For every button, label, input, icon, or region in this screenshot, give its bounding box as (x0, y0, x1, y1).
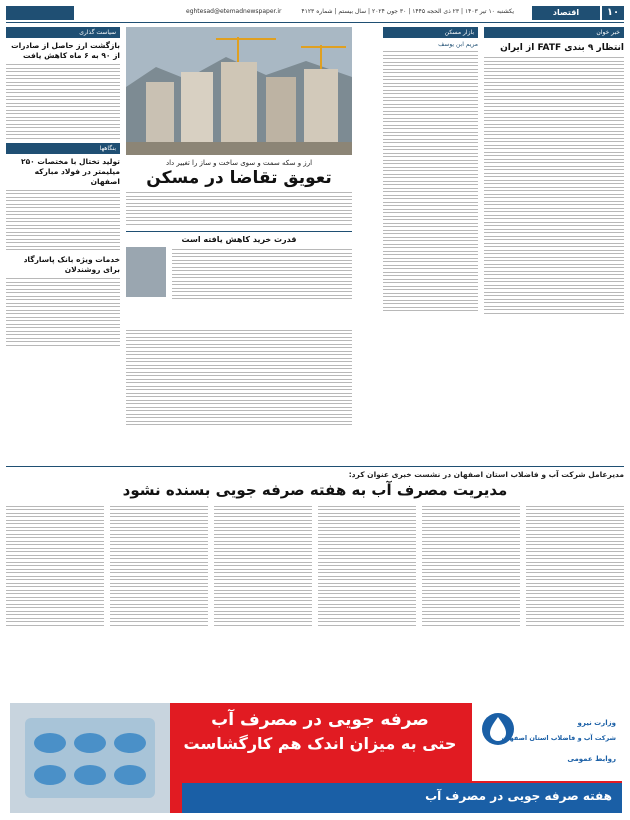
right-column-title: انتظار ۹ بندی FATF از ایران (500, 43, 624, 53)
author-photo (126, 247, 166, 297)
section-divider (6, 466, 624, 467)
page-header (6, 6, 624, 20)
ad-org-2: شرکت آب و فاضلاب استان اصفهان (501, 734, 616, 742)
main-story (126, 27, 352, 462)
left-body-2 (6, 190, 120, 251)
left-column-tag: سیاست گذاری (6, 27, 120, 38)
middle-column-tag: بازار مسکن (383, 27, 478, 38)
ad-bottom-text: هفته صرفه جویی در مصرف آب (425, 789, 612, 803)
ad-bottom-bar (182, 783, 622, 813)
left-headline-1: بازگشت ارز حاصل از صادرات از ۹۰ به ۶ ماه کاهش یافت (11, 41, 120, 60)
ad-logo-box (472, 703, 622, 781)
opinion-title: قدرت خرید کاهش یافته است (181, 234, 297, 244)
water-kicker: مدیرعامل شرکت آب و فاضلاب استان اصفهان در نشست خبری عنوان کرد: (348, 470, 624, 479)
section-label: اقتصاد (532, 6, 600, 20)
left-column (6, 27, 120, 462)
middle-column-body (383, 51, 478, 311)
water-article (6, 470, 624, 698)
left-body-1 (6, 64, 120, 139)
opinion-body (172, 247, 352, 302)
opinion-box (126, 231, 352, 426)
left-body-3 (6, 278, 120, 346)
main-story-body (126, 192, 352, 225)
right-column-body (484, 57, 624, 314)
main-subtitle: ارز و سکه سمت و سوی ساخت و ساز را تغییر داد (165, 159, 313, 167)
right-column-tag: خبر خوان (484, 27, 624, 38)
header-rule (6, 22, 624, 23)
right-column (484, 27, 624, 462)
byline: مریم ابن یوسف (438, 41, 478, 48)
left-headline-2: تولید تختال با مختصات ۲۵۰ میلیمتر در فولاد مبارکه اصفهان (21, 156, 120, 186)
ad-headline-2: حتی به میزان اندک هم کارگشاست (183, 734, 457, 753)
ad-headline-1: صرفه جویی در مصرف آب (211, 710, 429, 730)
ad-org-1: وزارت نیرو (577, 719, 616, 727)
left-column-tag-2: بنگاهها (6, 143, 120, 154)
water-title: مدیریت مصرف آب به هفته صرفه جویی بسنده نشود (122, 481, 508, 499)
logo-bar (6, 6, 74, 20)
water-bottle-image (10, 703, 170, 813)
water-ad (10, 703, 622, 813)
page-number: ۱۰ (602, 6, 624, 20)
construction-photo (126, 27, 352, 155)
issue-info: یکشنبه ۱۰ تیر ۱۴۰۳ | ۲۳ ذی الحجه ۱۴۴۵ | ۳۰ جون ۲۰۲۴ | سال بیستم | شماره ۴۱۲۳ (301, 8, 514, 15)
email-link[interactable]: eghtesad@etemadnewspaper.ir (186, 8, 282, 15)
left-headline-3: خدمات ویژه بانک پاسارگاد برای روشندلان (23, 255, 120, 274)
ad-org-3: روابط عمومی (567, 755, 616, 763)
middle-column (383, 27, 478, 462)
main-title: تعویق تقاضا در مسکن (146, 168, 332, 188)
water-article-body (6, 503, 624, 628)
